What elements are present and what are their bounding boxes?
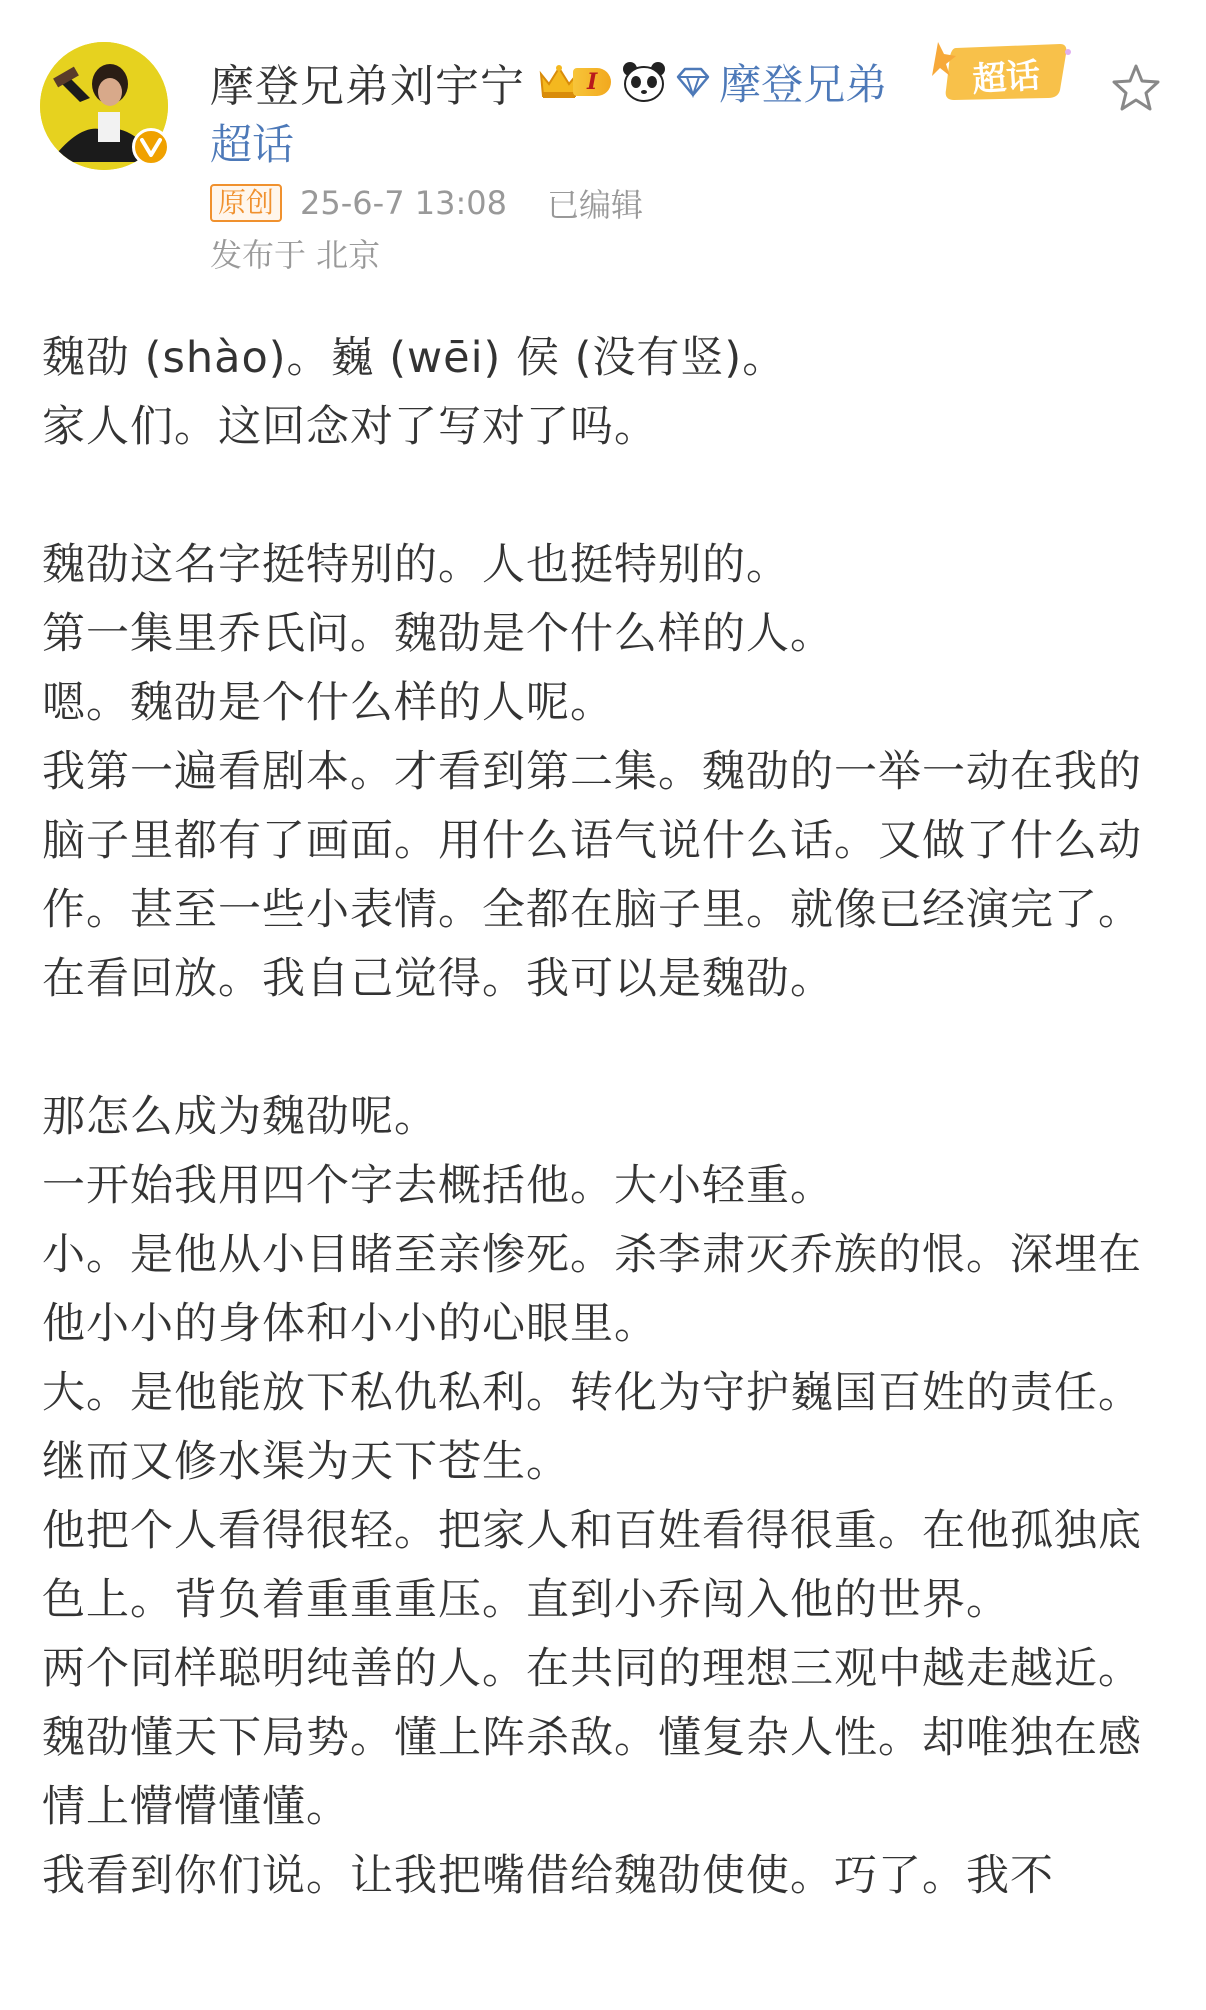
vip-badge[interactable] [537,60,611,104]
post-timestamp: 25-6-7 13:08 [300,184,507,222]
post-paragraph: 那怎么成为魏劭呢。 [42,1092,438,1142]
author-name[interactable]: 摩登兄弟刘宇宁 [210,61,525,112]
topic-link[interactable]: 摩登兄弟 [719,60,888,109]
verified-v-icon [132,128,170,166]
paragraph-gap [42,1014,1168,1083]
post-paragraph: 家人们。这回念对了写对了吗。 [42,402,658,452]
chaohua-tag-label: 超话 [970,55,1042,101]
post-body [42,324,1168,1911]
post-paragraph: 我第一遍看剧本。才看到第二集。魏劭的一举一动在我的脑子里都有了画面。用什么语气说什么话。又做了什么动作。甚至一些小表情。全都在脑子里。就像已经演完了。在看回放。我自己觉得。我可以是魏劭。 [42,747,1142,1004]
avatar-container [40,42,168,170]
post-paragraph: 嗯。魏劭是个什么样的人呢。 [42,678,614,728]
original-badge: 原创 [210,184,282,222]
edited-label[interactable]: 已编辑 [546,186,643,224]
vip-level: I [573,68,611,96]
meta-row [210,180,643,226]
star-icon[interactable] [1110,62,1162,114]
post-paragraph: 大。是他能放下私仇私利。转化为守护巍国百姓的责任。继而又修水渠为天下苍生。 [42,1368,1142,1487]
post-paragraph: 魏劭这名字挺特别的。人也挺特别的。 [42,540,790,590]
author-row [210,50,887,114]
diamond-icon [675,66,711,98]
chaohua-tag[interactable] [932,38,1072,104]
post-paragraph: 小。是他从小目睹至亲惨死。杀李肃灭乔族的恨。深埋在他小小的身体和小小的心眼里。 [42,1230,1142,1349]
paragraph-gap [42,462,1168,531]
post-paragraph: 两个同样聪明纯善的人。在共同的理想三观中越走越近。魏劭懂天下局势。懂上阵杀敌。懂复杂人性。却唯独在感情上懵懵懂懂。 [42,1644,1142,1832]
post-paragraph: 魏劭 (shào)。巍 (wēi) 侯 (没有竖)。 [42,333,787,383]
post-paragraph: 一开始我用四个字去概括他。大小轻重。 [42,1161,834,1211]
post-paragraph: 第一集里乔氏问。魏劭是个什么样的人。 [42,609,834,659]
post-paragraph: 我看到你们说。让我把嘴借给魏劭使使。巧了。我不 [42,1851,1054,1901]
panda-icon [621,60,667,104]
post-location: 发布于 北京 [210,236,381,274]
post-paragraph: 他把个人看得很轻。把家人和百姓看得很重。在他孤独底色上。背负着重重重压。直到小乔闯入他的世界。 [42,1506,1142,1625]
topic-link-suffix[interactable]: 超话 [210,120,295,169]
